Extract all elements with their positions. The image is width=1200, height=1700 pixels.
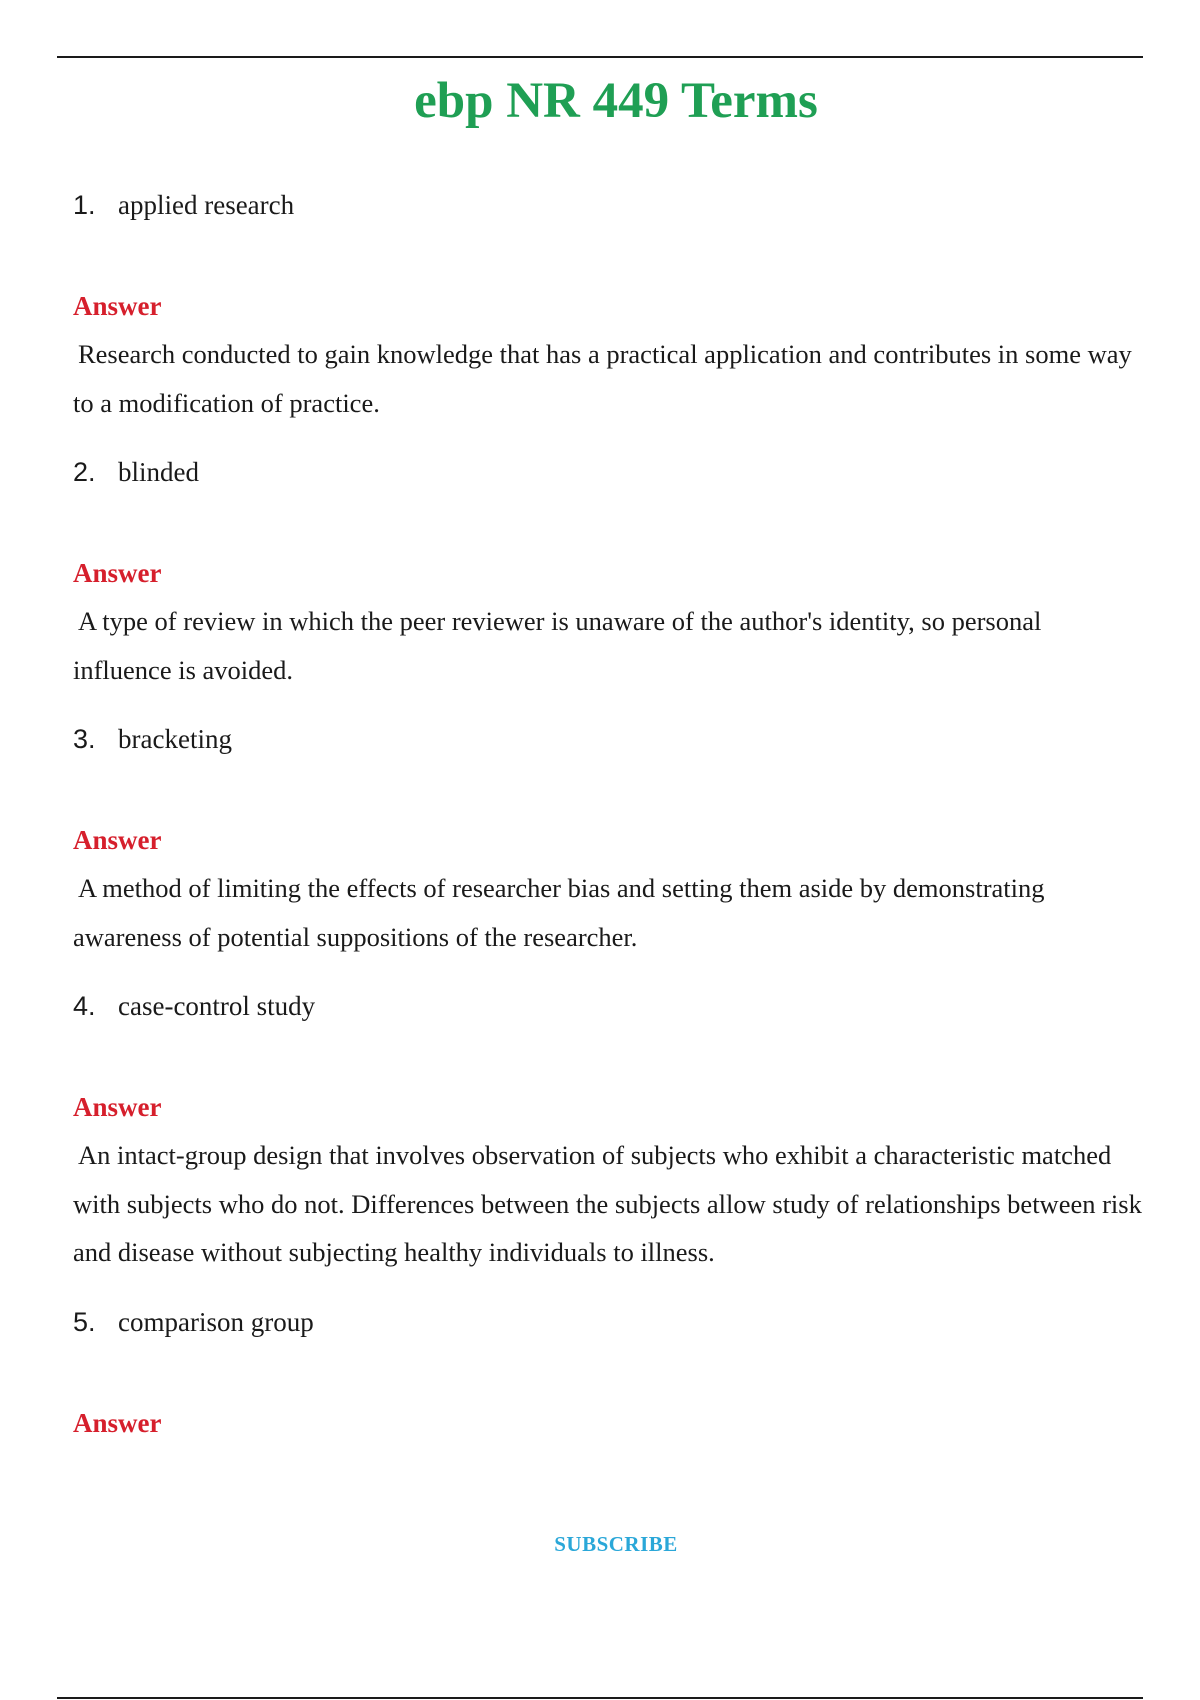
term-line — [73, 991, 1143, 1027]
answer-text: An intact-group design that involves observation of subjects who exhibit a characteristic matched with subjects who do not. Differences between the subjects allow study of relationships between risk and disease without subjecting healthy individuals to illness. — [73, 1140, 1142, 1267]
term-entry-1 — [73, 190, 1143, 457]
answer-label: Answer — [73, 825, 162, 855]
term-number: 3. — [73, 724, 96, 754]
answer-label: Answer — [73, 291, 162, 321]
subscribe-link[interactable]: SUBSCRIBE — [554, 1532, 678, 1556]
answer-text: A method of limiting the effects of researcher bias and setting them aside by demonstrating awareness of potential suppositions of the researcher. — [73, 873, 1045, 952]
term-entry-4 — [73, 991, 1143, 1307]
answer-label: Answer — [73, 1092, 162, 1122]
term-line — [73, 724, 1143, 760]
term-text: comparison group — [118, 1306, 314, 1337]
term-number: 1. — [73, 190, 96, 220]
answer-label: Answer — [73, 1407, 162, 1438]
answer-label: Answer — [73, 558, 162, 588]
top-divider — [57, 56, 1143, 58]
term-line — [73, 190, 1143, 226]
term-entry-3 — [73, 724, 1143, 991]
term-text: case-control study — [118, 991, 316, 1021]
term-number: 5. — [73, 1306, 96, 1337]
term-list — [73, 190, 1143, 1441]
term-text: blinded — [118, 457, 199, 487]
term-line — [73, 457, 1143, 493]
term-text: bracketing — [118, 724, 232, 754]
term-entry-2 — [73, 457, 1143, 724]
term-number: 4. — [73, 991, 96, 1021]
page-title: ebp NR 449 Terms — [414, 73, 818, 129]
answer-text: Research conducted to gain knowledge that has a practical application and contributes in some way to a modification of practice. — [73, 339, 1132, 418]
term-line — [73, 1307, 1143, 1343]
bottom-divider — [57, 1697, 1143, 1699]
term-number: 2. — [73, 457, 96, 487]
answer-text: A type of review in which the peer reviewer is unaware of the author's identity, so personal influence is avoided. — [73, 606, 1042, 685]
term-entry-5 — [73, 1307, 1143, 1441]
term-text: applied research — [118, 190, 295, 220]
